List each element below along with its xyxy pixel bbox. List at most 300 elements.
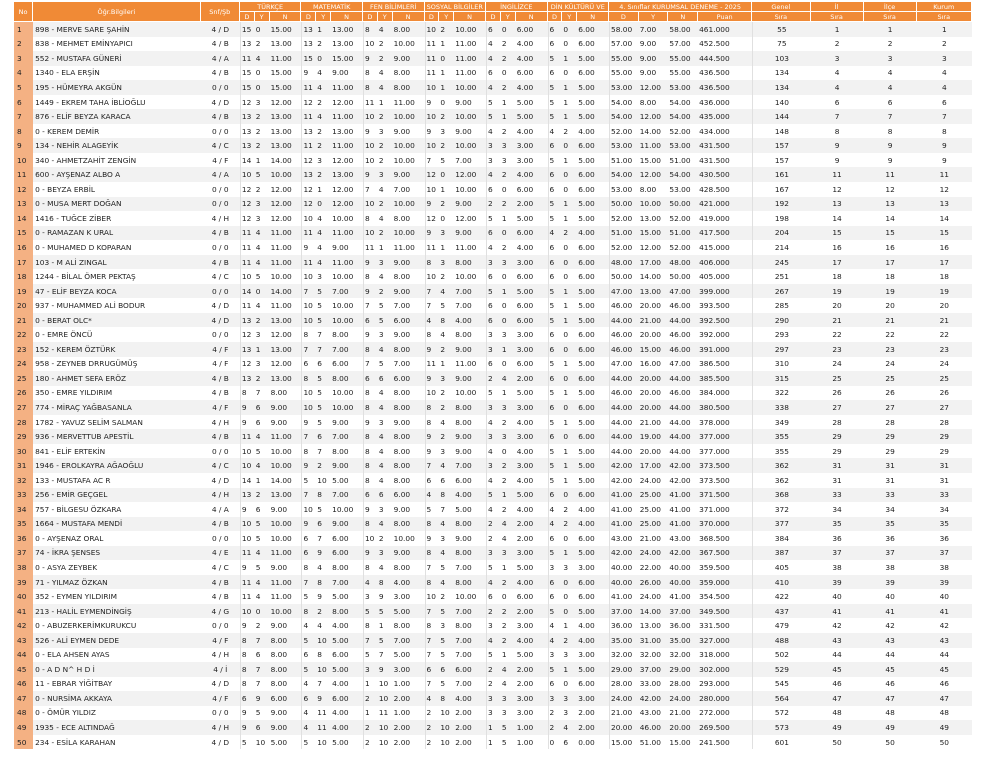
science-correct: 5: [363, 604, 378, 619]
math-net: 8.00: [331, 327, 363, 342]
social-correct: 2: [425, 720, 440, 735]
student-name: 234 - ESİLA KARAHAN: [33, 735, 201, 750]
religion-correct: 5: [548, 298, 563, 313]
science-net: 9.00: [393, 502, 425, 517]
exam-net: 44.00: [668, 313, 698, 328]
score: 370.000: [698, 517, 752, 532]
social-correct: 7: [425, 560, 440, 575]
english-net: 3.00: [516, 618, 548, 633]
math-correct: 11: [301, 226, 316, 241]
rank-general: 322: [752, 386, 810, 401]
science-correct: 9: [363, 167, 378, 182]
religion-correct: 6: [548, 400, 563, 415]
turkish-net: 13.00: [270, 313, 302, 328]
science-correct: 3: [363, 589, 378, 604]
table-row: [14, 400, 972, 415]
english-wrong: 0: [501, 313, 516, 328]
english-wrong: 1: [501, 342, 516, 357]
religion-net: 5.00: [577, 357, 609, 372]
sub-header-turkish-y: Y: [255, 12, 270, 22]
class-section: 4 / D: [201, 735, 240, 750]
science-net: 11.00: [393, 240, 425, 255]
religion-net: 6.00: [577, 531, 609, 546]
turkish-correct: 10: [240, 604, 255, 619]
social-correct: 6: [425, 662, 440, 677]
group-header-turkish: TÜRKÇE: [240, 2, 302, 12]
row-number: 44: [14, 648, 33, 663]
religion-wrong: 1: [562, 153, 577, 168]
rank-province: 9: [811, 153, 864, 168]
rank-school: 44: [917, 648, 972, 663]
religion-correct: 5: [548, 662, 563, 677]
rank-province: 45: [811, 662, 864, 677]
science-wrong: 1: [378, 240, 393, 255]
turkish-wrong: 4: [255, 226, 270, 241]
exam-correct: 50.00: [609, 269, 639, 284]
religion-correct: 3: [548, 691, 563, 706]
religion-correct: 6: [548, 182, 563, 197]
rank-province: 33: [811, 488, 864, 503]
exam-wrong: 9.00: [639, 66, 669, 81]
turkish-correct: 13: [240, 342, 255, 357]
english-net: 4.00: [516, 37, 548, 52]
english-net: 6.00: [516, 298, 548, 313]
rank-district: 22: [864, 327, 917, 342]
social-correct: 9: [425, 342, 440, 357]
class-section: 4 / D: [201, 95, 240, 110]
rank-general: 290: [752, 313, 810, 328]
english-net: 1.00: [516, 720, 548, 735]
religion-net: 6.00: [577, 429, 609, 444]
social-correct: 8: [425, 546, 440, 561]
math-correct: 7: [301, 429, 316, 444]
science-correct: 9: [363, 255, 378, 270]
religion-wrong: 1: [562, 618, 577, 633]
social-correct: 7: [425, 298, 440, 313]
row-number: 25: [14, 371, 33, 386]
turkish-net: 9.00: [270, 720, 302, 735]
religion-correct: 2: [548, 706, 563, 721]
math-correct: 10: [301, 211, 316, 226]
religion-net: 5.00: [577, 473, 609, 488]
rank-school: 11: [917, 167, 972, 182]
rank-province: 4: [811, 80, 864, 95]
science-net: 10.00: [393, 197, 425, 212]
turkish-net: 11.00: [270, 51, 302, 66]
rank-district: 9: [864, 153, 917, 168]
table-row: [14, 473, 972, 488]
science-correct: 1: [363, 677, 378, 692]
exam-wrong: 15.00: [639, 153, 669, 168]
english-net: 3.00: [516, 546, 548, 561]
rank-general: 572: [752, 706, 810, 721]
turkish-correct: 15: [240, 66, 255, 81]
english-wrong: 1: [501, 386, 516, 401]
math-wrong: 4: [316, 80, 331, 95]
math-wrong: 10: [316, 735, 331, 750]
social-wrong: 2: [439, 138, 454, 153]
science-wrong: 4: [378, 560, 393, 575]
score: 269.500: [698, 720, 752, 735]
religion-correct: 5: [548, 357, 563, 372]
table-row: [14, 371, 972, 386]
math-correct: 7: [301, 284, 316, 299]
social-net: 9.00: [454, 371, 486, 386]
religion-net: 5.00: [577, 153, 609, 168]
row-number: 8: [14, 124, 33, 139]
exam-net: 53.00: [668, 80, 698, 95]
student-name: 876 - ELİF BEYZA KARACA: [33, 109, 201, 124]
score: 421.000: [698, 197, 752, 212]
rank-province: 9: [811, 138, 864, 153]
english-wrong: 3: [501, 327, 516, 342]
math-correct: 11: [301, 138, 316, 153]
science-correct: 2: [363, 735, 378, 750]
row-number: 19: [14, 284, 33, 299]
score: 428.500: [698, 182, 752, 197]
science-net: 8.00: [393, 80, 425, 95]
social-correct: 4: [425, 313, 440, 328]
science-net: 1.00: [393, 677, 425, 692]
science-correct: 8: [363, 386, 378, 401]
rank-province: 18: [811, 269, 864, 284]
social-net: 4.00: [454, 313, 486, 328]
english-wrong: 2: [501, 51, 516, 66]
science-wrong: 9: [378, 589, 393, 604]
score: 391.000: [698, 342, 752, 357]
table-row: [14, 284, 972, 299]
rank-district: 39: [864, 575, 917, 590]
exam-net: 51.00: [668, 153, 698, 168]
science-correct: 10: [363, 37, 378, 52]
student-name: 0 - BEYZA ERBİL: [33, 182, 201, 197]
row-number: 42: [14, 618, 33, 633]
exam-correct: 53.00: [609, 80, 639, 95]
rank-general: 422: [752, 589, 810, 604]
exam-correct: 46.00: [609, 327, 639, 342]
turkish-correct: 10: [240, 531, 255, 546]
exam-net: 21.00: [668, 706, 698, 721]
rank-school: 24: [917, 357, 972, 372]
rank-general: 437: [752, 604, 810, 619]
turkish-wrong: 0: [255, 604, 270, 619]
english-wrong: 1: [501, 648, 516, 663]
table-row: [14, 604, 972, 619]
rank-district: 46: [864, 677, 917, 692]
exam-net: 41.00: [668, 589, 698, 604]
row-number: 39: [14, 575, 33, 590]
table-row: [14, 691, 972, 706]
english-wrong: 0: [501, 269, 516, 284]
turkish-correct: 12: [240, 95, 255, 110]
rank-general: 405: [752, 560, 810, 575]
class-section: 4 / A: [201, 167, 240, 182]
exam-net: 46.00: [668, 386, 698, 401]
english-wrong: 1: [501, 109, 516, 124]
exam-wrong: 9.00: [639, 51, 669, 66]
social-correct: 6: [425, 473, 440, 488]
science-net: 8.00: [393, 386, 425, 401]
exam-wrong: 20.00: [639, 371, 669, 386]
social-correct: 11: [425, 357, 440, 372]
social-net: 7.00: [454, 153, 486, 168]
table-row: [14, 182, 972, 197]
social-wrong: 3: [439, 531, 454, 546]
rank-province: 20: [811, 298, 864, 313]
exam-net: 53.00: [668, 138, 698, 153]
col-no-header: No: [14, 2, 33, 22]
social-net: 9.00: [454, 197, 486, 212]
exam-correct: 53.00: [609, 138, 639, 153]
religion-net: 6.00: [577, 240, 609, 255]
english-net: 5.00: [516, 284, 548, 299]
english-correct: 1: [486, 735, 501, 750]
exam-wrong: 31.00: [639, 633, 669, 648]
science-correct: 8: [363, 517, 378, 532]
religion-net: 4.00: [577, 517, 609, 532]
religion-net: 6.00: [577, 269, 609, 284]
religion-net: 5.00: [577, 51, 609, 66]
exam-wrong: 26.00: [639, 575, 669, 590]
rank-general: 384: [752, 531, 810, 546]
turkish-wrong: 4: [255, 589, 270, 604]
religion-wrong: 0: [562, 66, 577, 81]
rank-province: 39: [811, 575, 864, 590]
math-net: 13.00: [331, 124, 363, 139]
social-correct: 2: [425, 706, 440, 721]
science-net: 8.00: [393, 400, 425, 415]
math-correct: 6: [301, 546, 316, 561]
rank-district: 36: [864, 531, 917, 546]
class-section: 4 / H: [201, 648, 240, 663]
math-wrong: 7: [316, 327, 331, 342]
science-wrong: 5: [378, 298, 393, 313]
exam-correct: 24.00: [609, 691, 639, 706]
rank-province: 43: [811, 633, 864, 648]
math-wrong: 9: [316, 589, 331, 604]
social-correct: 7: [425, 604, 440, 619]
religion-wrong: 1: [562, 386, 577, 401]
religion-correct: 6: [548, 677, 563, 692]
turkish-correct: 15: [240, 80, 255, 95]
row-number: 10: [14, 153, 33, 168]
turkish-correct: 13: [240, 371, 255, 386]
rank-district: 17: [864, 255, 917, 270]
rank-province: 50: [811, 735, 864, 750]
row-number: 28: [14, 415, 33, 430]
exam-correct: 54.00: [609, 109, 639, 124]
rank-school: 48: [917, 706, 972, 721]
english-correct: 4: [486, 575, 501, 590]
table-row: [14, 269, 972, 284]
class-section: 0 / 0: [201, 327, 240, 342]
rank-general: 338: [752, 400, 810, 415]
social-wrong: 0: [439, 95, 454, 110]
english-correct: 4: [486, 51, 501, 66]
math-wrong: 2: [316, 458, 331, 473]
english-net: 5.00: [516, 560, 548, 575]
sub-header-exam-y: Y: [639, 12, 669, 22]
rank-district: 50: [864, 735, 917, 750]
score: 377.000: [698, 429, 752, 444]
turkish-net: 11.00: [270, 298, 302, 313]
sub-header-religion-y: Y: [562, 12, 577, 22]
science-wrong: 6: [378, 371, 393, 386]
social-wrong: 5: [439, 604, 454, 619]
score: 371.000: [698, 502, 752, 517]
religion-net: 6.00: [577, 589, 609, 604]
exam-net: 58.00: [668, 22, 698, 37]
social-correct: 10: [425, 589, 440, 604]
rank-general: 601: [752, 735, 810, 750]
math-net: 13.00: [331, 22, 363, 37]
turkish-net: 6.00: [270, 691, 302, 706]
english-wrong: 3: [501, 706, 516, 721]
science-wrong: 4: [378, 342, 393, 357]
turkish-correct: 13: [240, 37, 255, 52]
social-correct: 8: [425, 415, 440, 430]
rank-province: 28: [811, 415, 864, 430]
english-wrong: 4: [501, 371, 516, 386]
religion-wrong: 0: [562, 138, 577, 153]
religion-net: 5.00: [577, 604, 609, 619]
religion-wrong: 1: [562, 458, 577, 473]
english-net: 3.00: [516, 429, 548, 444]
turkish-correct: 12: [240, 197, 255, 212]
turkish-correct: 14: [240, 284, 255, 299]
rank-school: 40: [917, 589, 972, 604]
row-number: 41: [14, 604, 33, 619]
math-wrong: 5: [316, 284, 331, 299]
exam-net: 44.00: [668, 371, 698, 386]
rank-district: 28: [864, 415, 917, 430]
religion-net: 6.00: [577, 327, 609, 342]
turkish-net: 11.00: [270, 546, 302, 561]
science-wrong: 3: [378, 546, 393, 561]
english-correct: 3: [486, 153, 501, 168]
english-wrong: 0: [501, 182, 516, 197]
religion-correct: 4: [548, 502, 563, 517]
exam-wrong: 20.00: [639, 327, 669, 342]
social-wrong: 8: [439, 313, 454, 328]
religion-wrong: 0: [562, 269, 577, 284]
social-net: 10.00: [454, 80, 486, 95]
rank-district: 4: [864, 80, 917, 95]
rank-school: 14: [917, 211, 972, 226]
turkish-correct: 9: [240, 400, 255, 415]
table-row: [14, 444, 972, 459]
english-wrong: 2: [501, 37, 516, 52]
religion-wrong: 0: [562, 327, 577, 342]
table-row: [14, 429, 972, 444]
turkish-correct: 8: [240, 386, 255, 401]
english-wrong: 3: [501, 138, 516, 153]
rank-district: 35: [864, 517, 917, 532]
religion-net: 0.00: [577, 735, 609, 750]
row-number: 14: [14, 211, 33, 226]
exam-wrong: 25.00: [639, 488, 669, 503]
science-wrong: 4: [378, 182, 393, 197]
turkish-net: 9.00: [270, 618, 302, 633]
english-wrong: 3: [501, 255, 516, 270]
rank-general: 368: [752, 488, 810, 503]
math-correct: 13: [301, 124, 316, 139]
exam-net: 54.00: [668, 109, 698, 124]
science-net: 2.00: [393, 720, 425, 735]
rank-district: 43: [864, 633, 917, 648]
rank-general: 488: [752, 633, 810, 648]
turkish-correct: 9: [240, 502, 255, 517]
science-correct: 5: [363, 648, 378, 663]
turkish-net: 9.00: [270, 400, 302, 415]
science-wrong: 4: [378, 80, 393, 95]
science-correct: 6: [363, 313, 378, 328]
rank-school: 29: [917, 444, 972, 459]
turkish-net: 11.00: [270, 255, 302, 270]
religion-wrong: 0: [562, 182, 577, 197]
social-wrong: 4: [439, 575, 454, 590]
table-row: [14, 327, 972, 342]
religion-net: 6.00: [577, 575, 609, 590]
religion-wrong: 0: [562, 255, 577, 270]
science-correct: 3: [363, 662, 378, 677]
social-net: 9.00: [454, 444, 486, 459]
row-number: 43: [14, 633, 33, 648]
english-wrong: 0: [501, 589, 516, 604]
religion-correct: 6: [548, 531, 563, 546]
rank-school: 39: [917, 575, 972, 590]
english-correct: 6: [486, 357, 501, 372]
social-net: 7.00: [454, 604, 486, 619]
science-wrong: 10: [378, 720, 393, 735]
social-net: 11.00: [454, 357, 486, 372]
english-correct: 4: [486, 473, 501, 488]
rank-general: 157: [752, 153, 810, 168]
rank-province: 14: [811, 211, 864, 226]
social-net: 10.00: [454, 182, 486, 197]
row-number: 30: [14, 444, 33, 459]
turkish-correct: 8: [240, 633, 255, 648]
social-net: 7.00: [454, 560, 486, 575]
score: 373.500: [698, 458, 752, 473]
social-correct: 9: [425, 429, 440, 444]
math-wrong: 5: [316, 371, 331, 386]
turkish-net: 13.00: [270, 124, 302, 139]
table-row: [14, 240, 972, 255]
rank-province: 6: [811, 95, 864, 110]
turkish-net: 15.00: [270, 22, 302, 37]
religion-net: 2.00: [577, 720, 609, 735]
row-number: 21: [14, 313, 33, 328]
row-number: 4: [14, 66, 33, 81]
score: 452.500: [698, 37, 752, 52]
english-correct: 2: [486, 662, 501, 677]
sub-header-religion-d: D: [548, 12, 563, 22]
science-correct: 10: [363, 138, 378, 153]
math-correct: 4: [301, 618, 316, 633]
science-correct: 2: [363, 720, 378, 735]
rank-header-province: İl: [811, 2, 864, 12]
math-net: 11.00: [331, 226, 363, 241]
turkish-correct: 8: [240, 648, 255, 663]
row-number: 20: [14, 298, 33, 313]
row-number: 34: [14, 502, 33, 517]
social-correct: 12: [425, 211, 440, 226]
rank-general: 267: [752, 284, 810, 299]
turkish-wrong: 1: [255, 153, 270, 168]
turkish-net: 10.00: [270, 269, 302, 284]
social-correct: 12: [425, 167, 440, 182]
